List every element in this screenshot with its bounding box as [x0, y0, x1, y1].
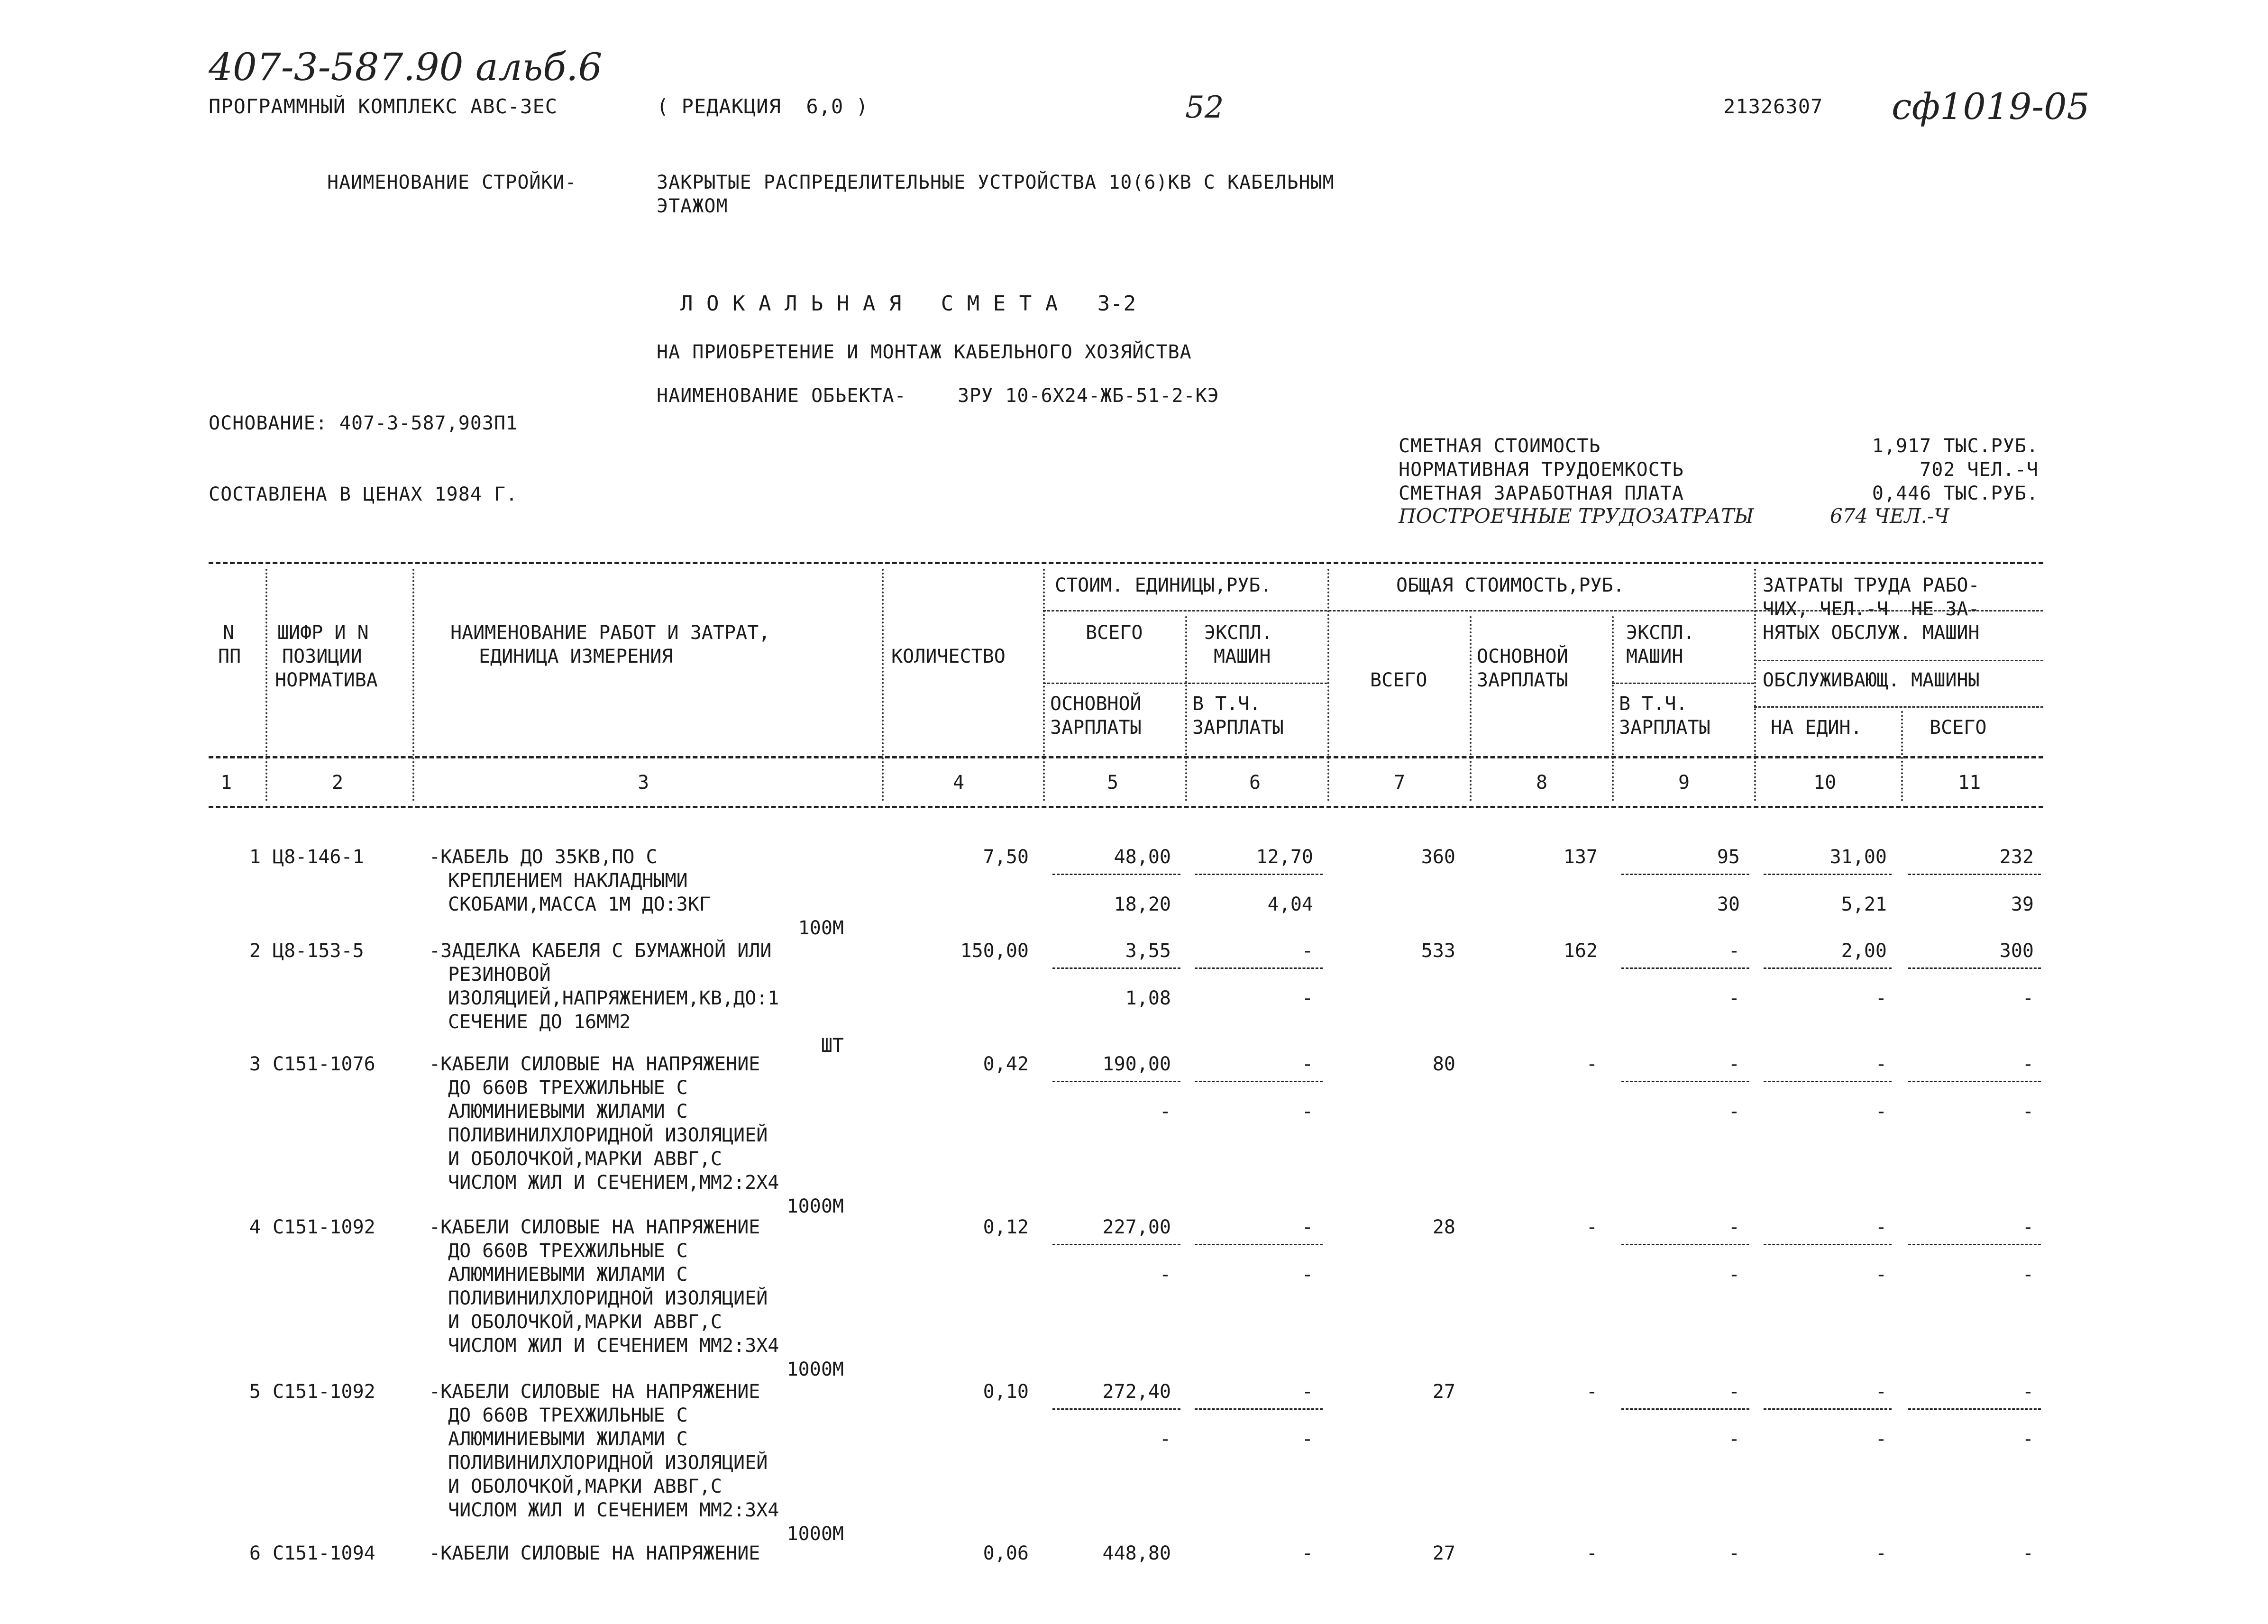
header-total: ВСЕГО: [1370, 669, 1427, 691]
row-name-line: АЛЮМИНИЕВЫМИ ЖИЛАМИ С: [448, 1101, 688, 1122]
cell-divider: [1052, 1244, 1180, 1245]
col-sep: [412, 569, 414, 801]
header-code-1: ШИФР И N: [277, 622, 369, 644]
construction-label: НАИМЕНОВАНИЕ СТРОЙКИ-: [327, 172, 577, 193]
cell-c9: -: [1728, 1381, 1740, 1403]
row-name-line: СКОБАМИ,МАССА 1М ДО:3КГ: [448, 894, 711, 915]
cell-divider: [1195, 967, 1323, 969]
cell-c5: 227,00: [1102, 1216, 1171, 1238]
cell-c11b: 39: [2011, 894, 2034, 915]
header-labor-4: ОБСЛУЖИВАЮЩ. МАШИНЫ: [1763, 669, 1980, 691]
cell-c10: 2,00: [1841, 940, 1887, 962]
header-code-3: НОРМАТИВА: [275, 669, 378, 691]
row-name-line: ДО 660В ТРЕХЖИЛЬНЫЕ С: [448, 1240, 688, 1262]
row-name-line: РЕЗИНОВОЙ: [448, 964, 551, 985]
cell-c11b: -: [2022, 1264, 2034, 1286]
cell-qty: 0,06: [983, 1542, 1029, 1564]
cell-divider: [1621, 1408, 1749, 1410]
doc-number: 21326307: [1723, 95, 1823, 118]
cell-divider: [1764, 967, 1892, 969]
cell-c7: 80: [1432, 1053, 1455, 1075]
col-sep: [1901, 711, 1903, 801]
header-base-wage-2: ЗАРПЛАТЫ: [1050, 717, 1142, 739]
row-unit: ШТ: [821, 1035, 844, 1057]
col-sep: [882, 569, 884, 801]
row-number: 3: [249, 1053, 261, 1075]
cell-divider: [1621, 1081, 1749, 1082]
cell-divider: [1195, 1081, 1323, 1082]
cell-c8: -: [1586, 1542, 1598, 1564]
header-machines-2b: МАШИН: [1626, 646, 1683, 667]
header-incl-1b: В Т.Ч.: [1619, 693, 1688, 715]
construction-line-1: ЗАКРЫТЫЕ РАСПРЕДЕЛИТЕЛЬНЫЕ УСТРОЙСТВА 10(6)КВ С КАБЕЛЬНЫМ: [657, 172, 1335, 193]
cell-divider: [1764, 1244, 1892, 1245]
cell-c11: -: [2022, 1542, 2034, 1564]
col-sep: [1754, 569, 1756, 801]
construction-line-2: ЭТАЖОМ: [657, 195, 728, 217]
cell-divider: [1764, 1081, 1892, 1082]
cell-qty: 7,50: [983, 846, 1029, 868]
row-number: 4: [249, 1216, 261, 1238]
summary-value: 674 ЧЕЛ.-Ч: [1830, 504, 1949, 528]
row-number: 6: [249, 1542, 261, 1564]
summary-label: СМЕТНАЯ ЗАРАБОТНАЯ ПЛАТА: [1399, 483, 1684, 504]
cell-divider: [1621, 967, 1749, 969]
header-pp: ПП: [218, 646, 241, 667]
row-code: С151-1094: [273, 1542, 375, 1564]
cell-c5b: -: [1159, 1428, 1171, 1450]
cell-divider: [1908, 874, 2041, 875]
col-number: 8: [1536, 772, 1548, 794]
table-top-rule: [209, 562, 2043, 564]
summary-label: СМЕТНАЯ СТОИМОСТЬ: [1399, 435, 1601, 457]
cell-c5: 48,00: [1114, 846, 1171, 868]
cell-c6b: -: [1301, 1264, 1313, 1286]
cell-c5: 272,40: [1102, 1381, 1171, 1403]
row-unit: 1000М: [786, 1195, 844, 1217]
cell-c8: -: [1586, 1381, 1598, 1403]
cell-c8: -: [1586, 1216, 1598, 1238]
cell-c6b: -: [1301, 1428, 1313, 1450]
cell-c9b: -: [1728, 1264, 1740, 1286]
header-unit-total: ВСЕГО: [1086, 622, 1143, 644]
col-number: 9: [1678, 772, 1690, 794]
cell-c7: 28: [1432, 1216, 1455, 1238]
row-name-line: -КАБЕЛИ СИЛОВЫЕ НА НАПРЯЖЕНИЕ: [429, 1542, 760, 1564]
cell-qty: 0,42: [983, 1053, 1029, 1075]
cell-c10: -: [1875, 1381, 1887, 1403]
col-sep: [1043, 569, 1045, 801]
object-value: ЗРУ 10-6Х24-ЖБ-51-2-КЭ: [958, 385, 1219, 407]
row-name-line: ДО 660В ТРЕХЖИЛЬНЫЕ С: [448, 1405, 688, 1426]
row-name-line: -КАБЕЛИ СИЛОВЫЕ НА НАПРЯЖЕНИЕ: [429, 1216, 760, 1238]
object-label: НАИМЕНОВАНИЕ ОБЬЕКТА-: [657, 385, 906, 407]
summary-value: 702 ЧЕЛ.-Ч: [1920, 459, 2039, 481]
summary-value: 0,446 ТЫС.РУБ.: [1872, 483, 2039, 504]
header-base-wage-1b: ОСНОВНОЙ: [1477, 646, 1568, 667]
header-machines-1: ЭКСПЛ.: [1204, 622, 1273, 644]
cell-c5: 448,80: [1102, 1542, 1171, 1564]
cell-c11: -: [2022, 1216, 2034, 1238]
cell-c9: 95: [1717, 846, 1740, 868]
cell-c5: 3,55: [1125, 940, 1171, 962]
cell-c10b: -: [1875, 1101, 1887, 1122]
header-labor-3: НЯТЫХ ОБСЛУЖ. МАШИН: [1763, 622, 1980, 644]
cell-c9: -: [1728, 1542, 1740, 1564]
row-code: Ц8-153-5: [273, 940, 364, 962]
col-number: 1: [220, 772, 232, 794]
col-sep: [1470, 616, 1472, 801]
header-labor-1: ЗАТРАТЫ ТРУДА РАБО-: [1763, 575, 1980, 596]
col-sep: [1612, 616, 1614, 801]
col-number: 2: [332, 772, 344, 794]
col-number: 5: [1107, 772, 1119, 794]
header-code-2: ПОЗИЦИИ: [282, 646, 362, 667]
cell-divider: [1052, 1081, 1180, 1082]
row-unit: 1000М: [786, 1359, 844, 1380]
cell-c9: -: [1728, 1053, 1740, 1075]
document-title: Л О К А Л Ь Н А Я С М Е Т А 3-2: [680, 292, 1137, 316]
cell-c7: 27: [1432, 1381, 1455, 1403]
cell-c9b: -: [1728, 1428, 1740, 1450]
col-number: 7: [1394, 772, 1406, 794]
cell-c5b: 1,08: [1125, 987, 1171, 1009]
row-name-line: АЛЮМИНИЕВЫМИ ЖИЛАМИ С: [448, 1428, 688, 1450]
header-sub-rule-4: [1754, 660, 2043, 661]
row-name-line: ПОЛИВИНИЛХЛОРИДНОЙ ИЗОЛЯЦИЕЙ: [448, 1452, 768, 1474]
cell-c11: 232: [1999, 846, 2034, 868]
row-unit: 100М: [798, 917, 844, 939]
cell-c10: -: [1875, 1216, 1887, 1238]
row-name-line: -ЗАДЕЛКА КАБЕЛЯ С БУМАЖНОЙ ИЛИ: [429, 940, 772, 962]
row-code: Ц8-146-1: [273, 846, 364, 868]
cell-c5: 190,00: [1102, 1053, 1171, 1075]
cell-divider: [1195, 1408, 1323, 1410]
cell-c6: 12,70: [1256, 846, 1313, 868]
header-incl-1: В Т.Ч.: [1192, 693, 1261, 715]
cell-divider: [1195, 1244, 1323, 1245]
cell-c5b: 18,20: [1114, 894, 1171, 915]
row-name-line: И ОБОЛОЧКОЙ,МАРКИ АВВГ,С: [448, 1311, 722, 1333]
header-total-cost: ОБЩАЯ СТОИМОСТЬ,РУБ.: [1396, 575, 1625, 596]
cell-c7: 360: [1421, 846, 1455, 868]
row-name-line: КРЕПЛЕНИЕМ НАКЛАДНЫМИ: [448, 870, 688, 892]
cell-divider: [1621, 1244, 1749, 1245]
cell-c10b: 5,21: [1841, 894, 1887, 915]
col-number: 3: [638, 772, 649, 794]
col-number: 6: [1249, 772, 1261, 794]
cell-c6b: -: [1301, 987, 1313, 1009]
header-machines-1b: ЭКСПЛ.: [1626, 622, 1695, 644]
cell-c5b: -: [1159, 1264, 1171, 1286]
summary-value: 1,917 ТЫС.РУБ.: [1872, 435, 2039, 457]
header-all: ВСЕГО: [1930, 717, 1987, 739]
row-number: 5: [249, 1381, 261, 1403]
cell-c10: -: [1875, 1053, 1887, 1075]
basis: ОСНОВАНИЕ: 407-3-587,903П1: [209, 412, 518, 434]
cell-c10b: -: [1875, 1264, 1887, 1286]
row-number: 2: [249, 940, 261, 962]
row-name-line: И ОБОЛОЧКОЙ,МАРКИ АВВГ,С: [448, 1148, 722, 1170]
cell-c11: -: [2022, 1381, 2034, 1403]
cell-c6: -: [1301, 1381, 1313, 1403]
cell-c6b: -: [1301, 1101, 1313, 1122]
row-name-line: ПОЛИВИНИЛХЛОРИДНОЙ ИЗОЛЯЦИЕЙ: [448, 1124, 768, 1146]
row-name-line: ЧИСЛОМ ЖИЛ И СЕЧЕНИЕМ ММ2:3Х4: [448, 1335, 779, 1357]
cell-divider: [1908, 1408, 2041, 1410]
program-name: ПРОГРАММНЫЙ КОМПЛЕКС АВС-3ЕС: [209, 95, 558, 118]
cell-divider: [1195, 874, 1323, 875]
colnum-bottom-rule: [209, 806, 2043, 808]
cell-c9: -: [1728, 1216, 1740, 1238]
row-name-line: ЧИСЛОМ ЖИЛ И СЕЧЕНИЕМ,ММ2:2Х4: [448, 1172, 779, 1194]
header-incl-2b: ЗАРПЛАТЫ: [1619, 717, 1710, 739]
cell-c9: -: [1728, 940, 1740, 962]
header-n: N: [223, 622, 235, 644]
row-code: С151-1092: [273, 1216, 375, 1238]
cell-divider: [1908, 1244, 2041, 1245]
cell-divider: [1052, 874, 1180, 875]
cell-c11b: -: [2022, 987, 2034, 1009]
row-number: 1: [249, 846, 261, 868]
row-name-line: ЧИСЛОМ ЖИЛ И СЕЧЕНИЕМ ММ2:3Х4: [448, 1499, 779, 1521]
cell-c11b: -: [2022, 1428, 2034, 1450]
header-sub-rule-3: [1612, 683, 1754, 684]
edition: ( РЕДАКЦИЯ 6,0 ): [657, 95, 869, 118]
cell-c6b: 4,04: [1267, 894, 1313, 915]
col-number: 11: [1958, 772, 1981, 794]
header-unit-cost: СТОИМ. ЕДИНИЦЫ,РУБ.: [1055, 575, 1272, 596]
cell-divider: [1764, 1408, 1892, 1410]
document-subtitle: НА ПРИОБРЕТЕНИЕ И МОНТАЖ КАБЕЛЬНОГО ХОЗЯЙСТВА: [657, 341, 1192, 363]
cell-c9b: 30: [1717, 894, 1740, 915]
cell-divider: [1621, 874, 1749, 875]
header-machines-2: МАШИН: [1214, 646, 1271, 667]
summary-label: ПОСТРОЕЧНЫЕ ТРУДОЗАТРАТЫ: [1399, 504, 1754, 528]
row-unit: 1000М: [786, 1523, 844, 1545]
header-sub-rule-5: [1754, 706, 2043, 708]
cell-divider: [1764, 874, 1892, 875]
row-name-line: ПОЛИВИНИЛХЛОРИДНОЙ ИЗОЛЯЦИЕЙ: [448, 1287, 768, 1309]
cell-c9b: -: [1728, 1101, 1740, 1122]
price-basis: СОСТАВЛЕНА В ЦЕНАХ 1984 Г.: [209, 484, 518, 505]
cell-c6: -: [1301, 1542, 1313, 1564]
col-sep: [265, 569, 267, 801]
row-name-line: И ОБОЛОЧКОЙ,МАРКИ АВВГ,С: [448, 1476, 722, 1497]
cell-qty: 150,00: [960, 940, 1029, 962]
cell-c6: -: [1301, 940, 1313, 962]
cell-c11: 300: [1999, 940, 2034, 962]
header-name-2: ЕДИНИЦА ИЗМЕРЕНИЯ: [479, 646, 673, 667]
row-name-line: ИЗОЛЯЦИЕЙ,НАПРЯЖЕНИЕМ,КВ,ДО:1: [448, 987, 779, 1009]
cell-c10: 31,00: [1829, 846, 1887, 868]
row-name-line: -КАБЕЛИ СИЛОВЫЕ НА НАПРЯЖЕНИЕ: [429, 1381, 760, 1403]
cell-c10b: -: [1875, 987, 1887, 1009]
cell-qty: 0,10: [983, 1381, 1029, 1403]
handwritten-album-code: 407-3-587.90 альб.6: [209, 45, 603, 89]
row-name-line: -КАБЕЛЬ ДО 35КВ,ПО С: [429, 846, 658, 868]
row-code: С151-1076: [273, 1053, 375, 1075]
col-sep: [1185, 616, 1187, 801]
cell-divider: [1908, 1081, 2041, 1082]
page-number: 52: [1185, 90, 1224, 125]
col-sep: [1327, 569, 1329, 801]
cell-c10: -: [1875, 1542, 1887, 1564]
cell-c8: 162: [1563, 940, 1598, 962]
header-per-unit: НА ЕДИН.: [1771, 717, 1862, 739]
header-name-1: НАИМЕНОВАНИЕ РАБОТ И ЗАТРАТ,: [450, 622, 770, 644]
cell-c10b: -: [1875, 1428, 1887, 1450]
header-bottom-rule: [209, 756, 2043, 758]
header-base-wage-1: ОСНОВНОЙ: [1050, 693, 1142, 715]
row-name-line: СЕЧЕНИЕ ДО 16ММ2: [448, 1011, 631, 1033]
cell-c6: -: [1301, 1053, 1313, 1075]
cell-c9b: -: [1728, 987, 1740, 1009]
row-name-line: ДО 660В ТРЕХЖИЛЬНЫЕ С: [448, 1077, 688, 1099]
cell-c5b: -: [1159, 1101, 1171, 1122]
cell-c8: 137: [1563, 846, 1598, 868]
header-labor-2: ЧИХ, ЧЕЛ.-Ч НЕ ЗА-: [1763, 598, 1980, 620]
cell-c7: 27: [1432, 1542, 1455, 1564]
col-number: 10: [1813, 772, 1837, 794]
cell-c7: 533: [1421, 940, 1455, 962]
row-name-line: -КАБЕЛИ СИЛОВЫЕ НА НАПРЯЖЕНИЕ: [429, 1053, 760, 1075]
cell-divider: [1908, 967, 2041, 969]
row-name-line: АЛЮМИНИЕВЫМИ ЖИЛАМИ С: [448, 1264, 688, 1286]
handwritten-code-right: сф1019-05: [1892, 85, 2090, 128]
cell-divider: [1052, 967, 1180, 969]
cell-divider: [1052, 1408, 1180, 1410]
header-incl-2: ЗАРПЛАТЫ: [1192, 717, 1284, 739]
header-base-wage-2b: ЗАРПЛАТЫ: [1477, 669, 1568, 691]
summary-label: НОРМАТИВНАЯ ТРУДОЕМКОСТЬ: [1399, 459, 1684, 481]
header-quantity: КОЛИЧЕСТВО: [891, 646, 1006, 667]
cell-c6: -: [1301, 1216, 1313, 1238]
cell-c11b: -: [2022, 1101, 2034, 1122]
col-number: 4: [953, 772, 965, 794]
cell-c8: -: [1586, 1053, 1598, 1075]
row-code: С151-1092: [273, 1381, 375, 1403]
cell-qty: 0,12: [983, 1216, 1029, 1238]
cell-c11: -: [2022, 1053, 2034, 1075]
